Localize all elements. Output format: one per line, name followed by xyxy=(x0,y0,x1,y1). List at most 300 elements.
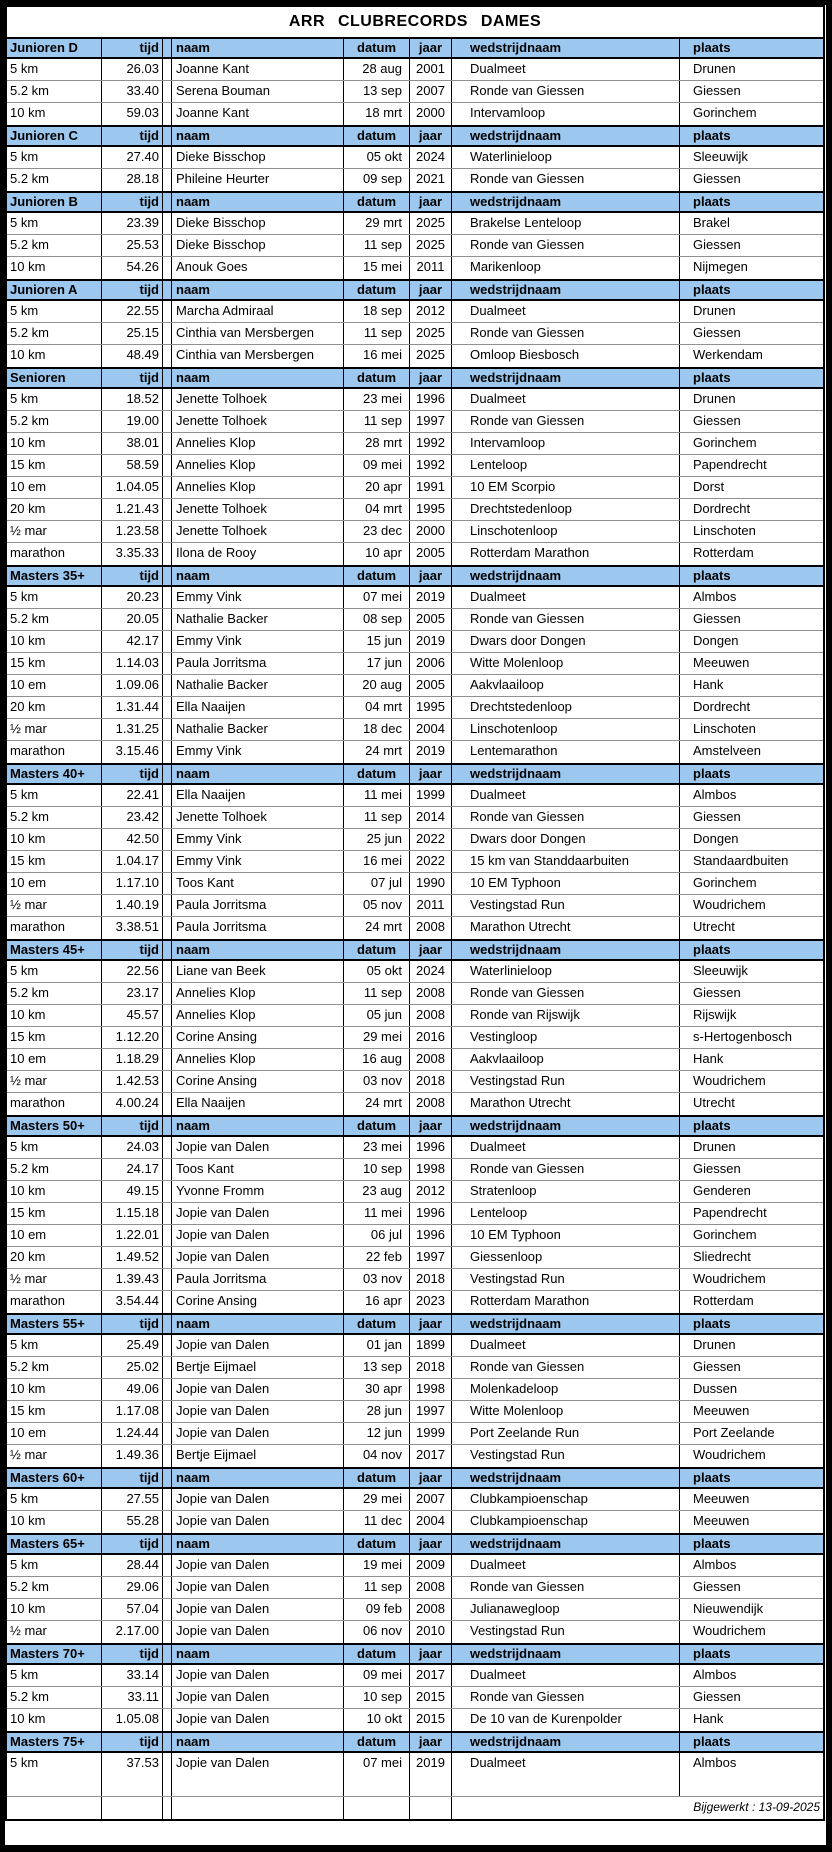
cell-afstand: ½ mar xyxy=(7,895,102,916)
cell-jaar: 2008 xyxy=(410,1093,452,1115)
cell-jaar: 2025 xyxy=(410,235,452,256)
cell-naam: Dieke Bisschop xyxy=(172,147,344,168)
cell-plaats: Giessen xyxy=(693,1579,741,1594)
cell-plaats: Drunen xyxy=(693,61,736,76)
cell-datum: 11 sep xyxy=(344,411,410,432)
cell-naam: Emmy Vink xyxy=(172,741,344,763)
cell-jaar: 1998 xyxy=(410,1159,452,1180)
cell-plaats: Giessen xyxy=(693,325,741,340)
cell-afstand: 5 km xyxy=(7,1555,102,1576)
cell-wedstrijdnaam: Waterlinieloop xyxy=(452,961,680,982)
cell-tijd: 20.23 xyxy=(102,587,163,608)
column-header-jaar: jaar xyxy=(410,941,452,959)
cell-plaats: Dorst xyxy=(693,479,725,494)
cell-naam: Jopie van Dalen xyxy=(172,1511,344,1533)
cell-jaar: 2008 xyxy=(410,1005,452,1026)
cell-plaats: Rotterdam xyxy=(693,545,754,560)
cell-spacer xyxy=(163,1137,172,1158)
record-row xyxy=(7,895,823,917)
cell-afstand: 15 km xyxy=(7,1401,102,1422)
cell-plaats: Linschoten xyxy=(693,523,756,538)
cell-naam: Ella Naaijen xyxy=(172,697,344,718)
cell-jaar: 2001 xyxy=(410,59,452,80)
cell-datum: 05 jun xyxy=(344,1005,410,1026)
column-header-jaar: jaar xyxy=(410,1645,452,1663)
cell-plaats: Almbos xyxy=(693,787,737,802)
column-header-tijd: tijd xyxy=(102,1733,163,1751)
column-header-plaats: plaats xyxy=(693,1646,731,1661)
cell-datum: 15 jun xyxy=(344,631,410,652)
column-header-naam: naam xyxy=(172,567,344,585)
record-row xyxy=(7,147,823,169)
cell-plaats: Nieuwendijk xyxy=(693,1601,764,1616)
cell-tijd: 22.41 xyxy=(102,785,163,806)
record-row xyxy=(7,719,823,741)
cell-spacer xyxy=(163,521,172,542)
cell-wedstrijdnaam: 10 EM Typhoon xyxy=(452,1225,680,1246)
cell-naam: Bertje Eijmael xyxy=(172,1357,344,1378)
column-header-tijd: tijd xyxy=(102,1535,163,1553)
cell-afstand: 5 km xyxy=(7,1137,102,1158)
cell-spacer xyxy=(163,1379,172,1400)
column-header-spacer xyxy=(163,1645,172,1663)
cell-wedstrijdnaam: Marikenloop xyxy=(452,257,680,279)
cell-naam: Nathalie Backer xyxy=(172,675,344,696)
cell-plaats: Giessen xyxy=(693,413,741,428)
record-row xyxy=(7,433,823,455)
column-header-plaats: plaats xyxy=(693,1470,731,1485)
section-header-row xyxy=(7,1643,823,1665)
cell-plaats: Drunen xyxy=(693,391,736,406)
cell-jaar: 2016 xyxy=(410,1027,452,1048)
cell-wedstrijdnaam: Waterlinieloop xyxy=(452,147,680,168)
cell-jaar: 1899 xyxy=(410,1335,452,1356)
record-row xyxy=(7,1247,823,1269)
cell-naam: Paula Jorritsma xyxy=(172,1269,344,1290)
column-header-tijd: tijd xyxy=(102,941,163,959)
column-header-tijd: tijd xyxy=(102,369,163,387)
cell-naam: Joanne Kant xyxy=(172,59,344,80)
cell-tijd: 19.00 xyxy=(102,411,163,432)
cell-spacer xyxy=(163,499,172,520)
cell-spacer xyxy=(163,631,172,652)
cell-spacer xyxy=(163,1775,172,1796)
cell-spacer xyxy=(163,257,172,279)
record-row xyxy=(7,1093,823,1115)
cell-tijd: 59.03 xyxy=(102,103,163,125)
record-row xyxy=(7,1555,823,1577)
cell-jaar: 2000 xyxy=(410,521,452,542)
cell-wedstrijdnaam: Drechtstedenloop xyxy=(452,499,680,520)
cell-spacer xyxy=(163,389,172,410)
cell-jaar: 2023 xyxy=(410,1291,452,1313)
record-row xyxy=(7,653,823,675)
cell-naam: Ella Naaijen xyxy=(172,785,344,806)
cell-plaats: s-Hertogenbosch xyxy=(693,1029,792,1044)
column-header-tijd: tijd xyxy=(102,39,163,57)
record-row xyxy=(7,961,823,983)
cell-datum: 07 jul xyxy=(344,873,410,894)
cell-plaats: Gorinchem xyxy=(693,105,757,120)
cell-jaar: 1997 xyxy=(410,1401,452,1422)
cell-wedstrijdnaam: Dualmeet xyxy=(452,1137,680,1158)
cell-jaar: 2011 xyxy=(410,257,452,279)
cell-tijd: 1.24.44 xyxy=(102,1423,163,1444)
cell-wedstrijdnaam: Intervamloop xyxy=(452,433,680,454)
cell-jaar: 2005 xyxy=(410,675,452,696)
cell-plaats: Papendrecht xyxy=(693,457,767,472)
section-header-row xyxy=(7,367,823,389)
cell-spacer xyxy=(163,169,172,191)
cell-datum: 09 sep xyxy=(344,169,410,191)
cell-tijd: 20.05 xyxy=(102,609,163,630)
cell-tijd: 55.28 xyxy=(102,1511,163,1533)
cell-wedstrijdnaam: Dualmeet xyxy=(452,59,680,80)
cell-plaats: Woudrichem xyxy=(693,1623,766,1638)
column-header-jaar: jaar xyxy=(410,567,452,585)
cell-datum: 08 sep xyxy=(344,609,410,630)
cell-spacer xyxy=(163,1401,172,1422)
cell-datum: 20 aug xyxy=(344,675,410,696)
section-header-row xyxy=(7,191,823,213)
column-header-jaar: jaar xyxy=(410,1733,452,1751)
cell-spacer xyxy=(163,1049,172,1070)
cell-afstand: 10 km xyxy=(7,1005,102,1026)
column-header-naam: naam xyxy=(172,1117,344,1135)
record-row xyxy=(7,609,823,631)
cell-tijd: 29.06 xyxy=(102,1577,163,1598)
record-row xyxy=(7,1709,823,1731)
cell-wedstrijdnaam: Witte Molenloop xyxy=(452,1401,680,1422)
cell-jaar: 2018 xyxy=(410,1269,452,1290)
cell-wedstrijdnaam: Rotterdam Marathon xyxy=(452,543,680,565)
cell-wedstrijdnaam: Ronde van Giessen xyxy=(452,1159,680,1180)
cell-wedstrijdnaam: Rotterdam Marathon xyxy=(452,1291,680,1313)
cell-wedstrijdnaam: Vestingstad Run xyxy=(452,1621,680,1643)
cell-jaar: 2015 xyxy=(410,1709,452,1731)
cell-afstand: 5.2 km xyxy=(7,81,102,102)
record-row xyxy=(7,81,823,103)
cell-naam: Jopie van Dalen xyxy=(172,1401,344,1422)
section-header-row xyxy=(7,1731,823,1753)
cell-afstand: ½ mar xyxy=(7,1269,102,1290)
cell-afstand: ½ mar xyxy=(7,1621,102,1643)
cell-jaar: 2008 xyxy=(410,1577,452,1598)
record-row xyxy=(7,1753,823,1775)
cell-plaats: Hank xyxy=(693,1711,724,1726)
cell-datum: 23 mei xyxy=(344,1137,410,1158)
cell-naam: Jenette Tolhoek xyxy=(172,521,344,542)
cell-plaats: Brakel xyxy=(693,215,730,230)
cell-tijd: 18.52 xyxy=(102,389,163,410)
cell-afstand: 20 km xyxy=(7,1247,102,1268)
column-header-wedstrijdnaam: wedstrijdnaam xyxy=(452,567,680,585)
cell-datum: 05 okt xyxy=(344,961,410,982)
cell-spacer xyxy=(163,741,172,763)
column-header-wedstrijdnaam: wedstrijdnaam xyxy=(452,281,680,299)
record-row xyxy=(7,1665,823,1687)
cell-datum: 01 jan xyxy=(344,1335,410,1356)
record-row xyxy=(7,807,823,829)
record-row xyxy=(7,1203,823,1225)
cell-afstand: 10 km xyxy=(7,1599,102,1620)
cell-wedstrijdnaam: Ronde van Giessen xyxy=(452,323,680,344)
cell-plaats: Linschoten xyxy=(693,721,756,736)
cell-plaats: Almbos xyxy=(693,1557,737,1572)
cell-afstand: 15 km xyxy=(7,1203,102,1224)
cell-datum: 09 mei xyxy=(344,1665,410,1686)
cell-tijd: 3.35.33 xyxy=(102,543,163,565)
cell-plaats: Woudrichem xyxy=(693,897,766,912)
cell-spacer xyxy=(163,455,172,476)
cell-plaats-empty xyxy=(680,1775,823,1796)
column-header-plaats: plaats xyxy=(693,766,731,781)
cell-datum: 28 aug xyxy=(344,59,410,80)
column-header-datum: datum xyxy=(344,1733,410,1751)
cell-tijd: 26.03 xyxy=(102,59,163,80)
column-header-naam: naam xyxy=(172,39,344,57)
cell-datum: 11 mei xyxy=(344,1203,410,1224)
cell-plaats: Gorinchem xyxy=(693,435,757,450)
cell-naam: Bertje Eijmael xyxy=(172,1445,344,1467)
cell-naam: Jopie van Dalen xyxy=(172,1709,344,1731)
record-row xyxy=(7,587,823,609)
cell-plaats: Dordrecht xyxy=(693,699,751,714)
section-category-label: Masters 40+ xyxy=(7,765,102,783)
cell-datum: 20 apr xyxy=(344,477,410,498)
cell-tijd: 24.17 xyxy=(102,1159,163,1180)
cell-jaar: 1996 xyxy=(410,1225,452,1246)
cell-spacer xyxy=(163,59,172,80)
cell-tijd: 25.53 xyxy=(102,235,163,256)
cell-wedstrijdnaam: Vestingstad Run xyxy=(452,1269,680,1290)
cell-spacer xyxy=(163,1599,172,1620)
cell-plaats: Meeuwen xyxy=(693,1513,750,1528)
cell-wedstrijdnaam: Dualmeet xyxy=(452,389,680,410)
footer-row xyxy=(7,1797,823,1819)
cell-naam: Jenette Tolhoek xyxy=(172,499,344,520)
cell-tijd: 42.50 xyxy=(102,829,163,850)
cell-afstand: 5.2 km xyxy=(7,807,102,828)
record-row xyxy=(7,917,823,939)
cell-plaats: Almbos xyxy=(693,1755,737,1770)
cell-wedstrijdnaam: Vestingstad Run xyxy=(452,1445,680,1467)
cell-datum: 03 nov xyxy=(344,1269,410,1290)
cell-wedstrijdnaam: Ronde van Giessen xyxy=(452,1577,680,1598)
cell-spacer xyxy=(163,1357,172,1378)
column-header-jaar: jaar xyxy=(410,1535,452,1553)
cell-naam: Jopie van Dalen xyxy=(172,1203,344,1224)
cell-datum: 24 mrt xyxy=(344,1093,410,1115)
cell-jaar: 1995 xyxy=(410,499,452,520)
cell-wedstrijdnaam: Dualmeet xyxy=(452,1555,680,1576)
cell-afstand: 5.2 km xyxy=(7,323,102,344)
section-header-row xyxy=(7,939,823,961)
cell-plaats: Meeuwen xyxy=(693,655,750,670)
cell-jaar: 1996 xyxy=(410,389,452,410)
cell-naam: Annelies Klop xyxy=(172,477,344,498)
column-header-plaats: plaats xyxy=(693,942,731,957)
column-header-naam: naam xyxy=(172,193,344,211)
cell-spacer xyxy=(163,1753,172,1775)
cell-naam: Jopie van Dalen xyxy=(172,1225,344,1246)
cell-naam: Jopie van Dalen xyxy=(172,1753,344,1775)
column-header-jaar: jaar xyxy=(410,193,452,211)
cell-datum: 10 apr xyxy=(344,543,410,565)
cell-jaar: 2019 xyxy=(410,1753,452,1775)
section-header-row xyxy=(7,125,823,147)
cell-spacer xyxy=(163,1511,172,1533)
cell-plaats: Dongen xyxy=(693,633,739,648)
column-header-wedstrijdnaam: wedstrijdnaam xyxy=(452,941,680,959)
column-header-datum: datum xyxy=(344,39,410,57)
column-header-datum: datum xyxy=(344,369,410,387)
cell-tijd: 1.42.53 xyxy=(102,1071,163,1092)
cell-tijd: 45.57 xyxy=(102,1005,163,1026)
cell-plaats: Almbos xyxy=(693,1667,737,1682)
cell-wedstrijdnaam: Dualmeet xyxy=(452,785,680,806)
section-category-label: Masters 75+ xyxy=(7,1733,102,1751)
cell-jaar: 2005 xyxy=(410,609,452,630)
cell-datum: 07 mei xyxy=(344,587,410,608)
cell-jaar: 2019 xyxy=(410,587,452,608)
cell-plaats: Gorinchem xyxy=(693,875,757,890)
cell-afstand: 5 km xyxy=(7,389,102,410)
cell-plaats: Dordrecht xyxy=(693,501,751,516)
cell-naam: Anouk Goes xyxy=(172,257,344,279)
column-header-tijd: tijd xyxy=(102,1117,163,1135)
cell-wedstrijdnaam: Brakelse Lenteloop xyxy=(452,213,680,234)
cell-wedstrijdnaam: Clubkampioenschap xyxy=(452,1511,680,1533)
record-row xyxy=(7,675,823,697)
cell-jaar: 2008 xyxy=(410,917,452,939)
cell-plaats: Drunen xyxy=(693,1337,736,1352)
cell-naam: Jenette Tolhoek xyxy=(172,389,344,410)
cell-afstand: 5 km xyxy=(7,301,102,322)
cell-datum: 13 sep xyxy=(344,81,410,102)
cell-wedstrijdnaam: Dualmeet xyxy=(452,1665,680,1686)
cell-wedstrijdnaam: Stratenloop xyxy=(452,1181,680,1202)
cell-wedstrijdnaam: Vestingloop xyxy=(452,1027,680,1048)
column-header-plaats: plaats xyxy=(693,128,731,143)
record-row xyxy=(7,631,823,653)
cell-tijd: 1.31.44 xyxy=(102,697,163,718)
cell-wedstrijdnaam: Dualmeet xyxy=(452,587,680,608)
column-header-tijd: tijd xyxy=(102,1469,163,1487)
column-header-jaar: jaar xyxy=(410,369,452,387)
cell-wedstrijdnaam-empty xyxy=(452,1775,680,1796)
cell-spacer xyxy=(163,1489,172,1510)
section-category-label: Junioren A xyxy=(7,281,102,299)
cell-spacer xyxy=(163,1797,172,1819)
cell-spacer xyxy=(163,213,172,234)
column-header-datum: datum xyxy=(344,941,410,959)
cell-datum: 24 mrt xyxy=(344,741,410,763)
section-category-label: Senioren xyxy=(7,369,102,387)
column-header-datum: datum xyxy=(344,281,410,299)
cell-plaats: Giessen xyxy=(693,809,741,824)
cell-naam: Jopie van Dalen xyxy=(172,1621,344,1643)
cell-spacer xyxy=(163,917,172,939)
cell-tijd: 33.14 xyxy=(102,1665,163,1686)
cell-afstand: 5 km xyxy=(7,213,102,234)
column-header-wedstrijdnaam: wedstrijdnaam xyxy=(452,1645,680,1663)
cell-jaar: 1997 xyxy=(410,1247,452,1268)
cell-wedstrijdnaam: Witte Molenloop xyxy=(452,653,680,674)
cell-tijd: 25.02 xyxy=(102,1357,163,1378)
column-header-jaar: jaar xyxy=(410,39,452,57)
cell-tijd: 33.40 xyxy=(102,81,163,102)
record-row xyxy=(7,1335,823,1357)
cell-spacer xyxy=(163,1291,172,1313)
column-header-plaats: plaats xyxy=(693,568,731,583)
column-header-naam: naam xyxy=(172,1315,344,1333)
cell-spacer xyxy=(163,1071,172,1092)
cell-jaar: 2018 xyxy=(410,1071,452,1092)
record-row xyxy=(7,851,823,873)
cell-datum: 16 aug xyxy=(344,1049,410,1070)
cell-naam: Joanne Kant xyxy=(172,103,344,125)
cell-afstand: 10 km xyxy=(7,1379,102,1400)
cell-datum: 16 mei xyxy=(344,345,410,367)
cell-tijd: 3.15.46 xyxy=(102,741,163,763)
cell-plaats: Utrecht xyxy=(693,1095,735,1110)
section-header-row xyxy=(7,1115,823,1137)
section-category-label: Masters 60+ xyxy=(7,1469,102,1487)
column-header-spacer xyxy=(163,941,172,959)
cell-wedstrijdnaam: Ronde van Giessen xyxy=(452,807,680,828)
record-row xyxy=(7,1423,823,1445)
cell-jaar: 2009 xyxy=(410,1555,452,1576)
column-header-datum: datum xyxy=(344,765,410,783)
cell-datum: 11 sep xyxy=(344,323,410,344)
cell-afstand: 5 km xyxy=(7,1665,102,1686)
cell-plaats: Giessen xyxy=(693,171,741,186)
cell-naam: Emmy Vink xyxy=(172,829,344,850)
cell-tijd-empty xyxy=(102,1797,163,1819)
cell-datum: 17 jun xyxy=(344,653,410,674)
cell-spacer xyxy=(163,301,172,322)
cell-datum: 16 apr xyxy=(344,1291,410,1313)
cell-plaats: Giessen xyxy=(693,237,741,252)
cell-plaats: Port Zeelande xyxy=(693,1425,775,1440)
cell-afstand: 10 em xyxy=(7,873,102,894)
cell-plaats: Woudrichem xyxy=(693,1447,766,1462)
cell-datum: 05 nov xyxy=(344,895,410,916)
cell-datum: 11 sep xyxy=(344,235,410,256)
record-row xyxy=(7,1225,823,1247)
cell-datum: 23 aug xyxy=(344,1181,410,1202)
cell-jaar: 2018 xyxy=(410,1357,452,1378)
column-header-spacer xyxy=(163,1469,172,1487)
cell-afstand: 5.2 km xyxy=(7,235,102,256)
cell-plaats: Hank xyxy=(693,1051,724,1066)
cell-tijd: 1.04.05 xyxy=(102,477,163,498)
cell-datum: 06 nov xyxy=(344,1621,410,1643)
cell-spacer xyxy=(163,1555,172,1576)
column-header-wedstrijdnaam: wedstrijdnaam xyxy=(452,765,680,783)
cell-datum-empty xyxy=(344,1775,410,1796)
record-row xyxy=(7,1445,823,1467)
cell-datum: 06 jul xyxy=(344,1225,410,1246)
cell-datum: 13 sep xyxy=(344,1357,410,1378)
cell-wedstrijdnaam: Ronde van Giessen xyxy=(452,1357,680,1378)
cell-plaats: Rotterdam xyxy=(693,1293,754,1308)
record-row xyxy=(7,741,823,763)
record-row xyxy=(7,323,823,345)
cell-tijd: 22.56 xyxy=(102,961,163,982)
cell-naam: Serena Bouman xyxy=(172,81,344,102)
